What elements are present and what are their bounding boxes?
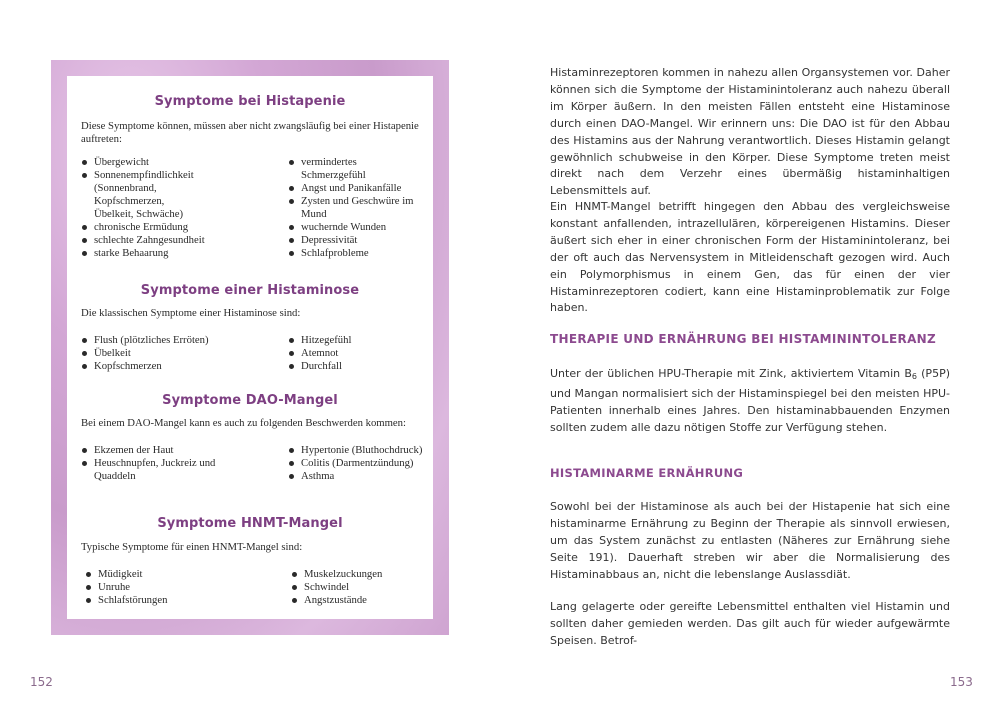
list-item: Müdigkeit bbox=[85, 568, 270, 581]
list-item: Zysten und Geschwüre im Mund bbox=[288, 195, 428, 221]
hnmt-list-right bbox=[291, 568, 431, 607]
paragraph: Ein HNMT-Mangel betrifft hingegen den Abbau des vergleichsweise konstant anfallenden, intrazellulären, körpereigenen Histamins. Dieser äußert sich eher in einer chronischen Form der Histaminintoleranz, bei der oft auch das Nervensystem in Mitleidenschaft gezogen wird. Auch ein Polymorphismus in einem Gen, das für einen der vier Histaminrezeptoren codiert, kann eine Histaminproblematik zur Folge haben. bbox=[550, 200, 950, 315]
list-item: Hitzegefühl bbox=[288, 334, 428, 347]
paragraph: Sowohl bei der Histaminose als auch bei der Histapenie hat sich eine histaminarme Ernährung zu Beginn der Therapie als sinnvoll erwiesen, um das System zunächst zu entlasten (Näheres zur Ernährung siehe Seite 191). Dauerhaft streben wir aber die Normalisierung des Histaminabbaus an, nicht die lebenslange Auslassdiät. bbox=[550, 500, 950, 581]
section-intro-dao: Bei einem DAO-Mangel kann es auch zu folgenden Beschwerden kommen: bbox=[81, 417, 406, 429]
list-item: Übelkeit bbox=[81, 347, 266, 360]
list-item: Sonnenempfindlichkeit (Sonnenbrand, Kopfschmerzen, Übelkeit, Schwäche) bbox=[81, 169, 202, 221]
list-item: chronische Ermüdung bbox=[81, 221, 266, 234]
section-title-dao: Symptome DAO-Mangel bbox=[162, 393, 338, 408]
list-item: Übergewicht bbox=[81, 156, 266, 169]
section-title-histapenie: Symptome bei Histapenie bbox=[154, 94, 346, 109]
list-item: Angst und Panikanfälle bbox=[288, 182, 428, 195]
right-page bbox=[500, 0, 1000, 709]
list-item: Heuschnupfen, Juckreiz und Quaddeln bbox=[81, 457, 232, 483]
list-item: Ekzemen der Haut bbox=[81, 444, 266, 457]
list-item: Atemnot bbox=[288, 347, 428, 360]
paragraph-part: (P5P) und Mangan normalisiert sich der Histaminspiegel bei den meisten HPU-Patienten innerhalb eines Jahres. Den histaminabbauenden Enzymen sollten zudem alle dazu nötigen Stoffe zur Verfügung stehen. bbox=[550, 367, 950, 434]
section-title-histaminose: Symptome einer Histaminose bbox=[140, 283, 360, 298]
list-item: Durchfall bbox=[288, 360, 428, 373]
histaminose-list-left bbox=[81, 334, 266, 373]
histaminose-list-right bbox=[288, 334, 428, 373]
list-item: Asthma bbox=[288, 470, 428, 483]
section-intro-hnmt: Typische Symptome für einen HNMT-Mangel sind: bbox=[81, 541, 303, 553]
section-intro-histapenie: Diese Symptome können, müssen aber nicht zwangsläufig bei einer Histapenie auftreten: bbox=[81, 120, 419, 145]
list-item: Schlafstörungen bbox=[85, 594, 270, 607]
paragraph bbox=[550, 366, 950, 437]
section-heading: THERAPIE UND ERNÄHRUNG BEI HISTAMININTOLERANZ bbox=[550, 332, 937, 346]
section-intro-histaminose: Die klassischen Symptome einer Histaminose sind: bbox=[81, 307, 301, 319]
list-item: Schwindel bbox=[291, 581, 431, 594]
list-item: Flush (plötzliches Erröten) bbox=[81, 334, 266, 347]
list-item: schlechte Zahngesundheit bbox=[81, 234, 266, 247]
list-item: Hypertonie (Bluthochdruck) bbox=[288, 444, 425, 457]
hnmt-list-left bbox=[85, 568, 270, 607]
list-item: Unruhe bbox=[85, 581, 270, 594]
page-number-left: 152 bbox=[30, 675, 53, 689]
list-item: Kopfschmerzen bbox=[81, 360, 266, 373]
page-number-right: 153 bbox=[950, 675, 973, 689]
subsection-heading: HISTAMINARME ERNÄHRUNG bbox=[550, 466, 744, 480]
symptoms-box bbox=[67, 76, 433, 619]
histapenie-list-left bbox=[81, 156, 266, 260]
histapenie-list-right bbox=[288, 156, 428, 260]
list-item: starke Behaarung bbox=[81, 247, 266, 260]
dao-list-right bbox=[288, 444, 428, 483]
paragraph: Lang gelagerte oder gereifte Lebensmittel enthalten viel Histamin und sollten daher gemieden werden. Das gilt auch für wieder aufgewärmte Speisen. Betrof- bbox=[550, 600, 950, 647]
paragraph-part: Unter der üblichen HPU-Therapie mit Zink, aktiviertem Vitamin B bbox=[550, 367, 912, 380]
list-item: Schlafprobleme bbox=[288, 247, 428, 260]
list-item: Depressivität bbox=[288, 234, 428, 247]
list-item: vermindertes Schmerzgefühl bbox=[288, 156, 413, 182]
list-item: Muskelzuckungen bbox=[291, 568, 431, 581]
list-item: Angstzustände bbox=[291, 594, 431, 607]
section-title-hnmt: Symptome HNMT-Mangel bbox=[157, 516, 343, 531]
vitamin-subscript: 6 bbox=[911, 372, 917, 381]
paragraph: Histaminrezeptoren kommen in nahezu allen Organsystemen vor. Daher können sich die Symptome der Histaminintoleranz auch nahezu überall im Körper äußern. In den meisten Fällen entsteht eine Histaminose durch einen DAO-Mangel. Wir erinnern uns: Die DAO ist für den Abbau des Histamins aus der Nahrung verantwortlich. Dieses Histamin gelangt gewöhnlich schubweise in den Körper. Diese Symptome treten meist direkt nach dem Verzehr eines übermäßig histaminhaltigen Lebensmittels auf. bbox=[550, 66, 950, 198]
list-item: wuchernde Wunden bbox=[288, 221, 428, 234]
list-item: Colitis (Darmentzündung) bbox=[288, 457, 428, 470]
dao-list-left bbox=[81, 444, 266, 483]
